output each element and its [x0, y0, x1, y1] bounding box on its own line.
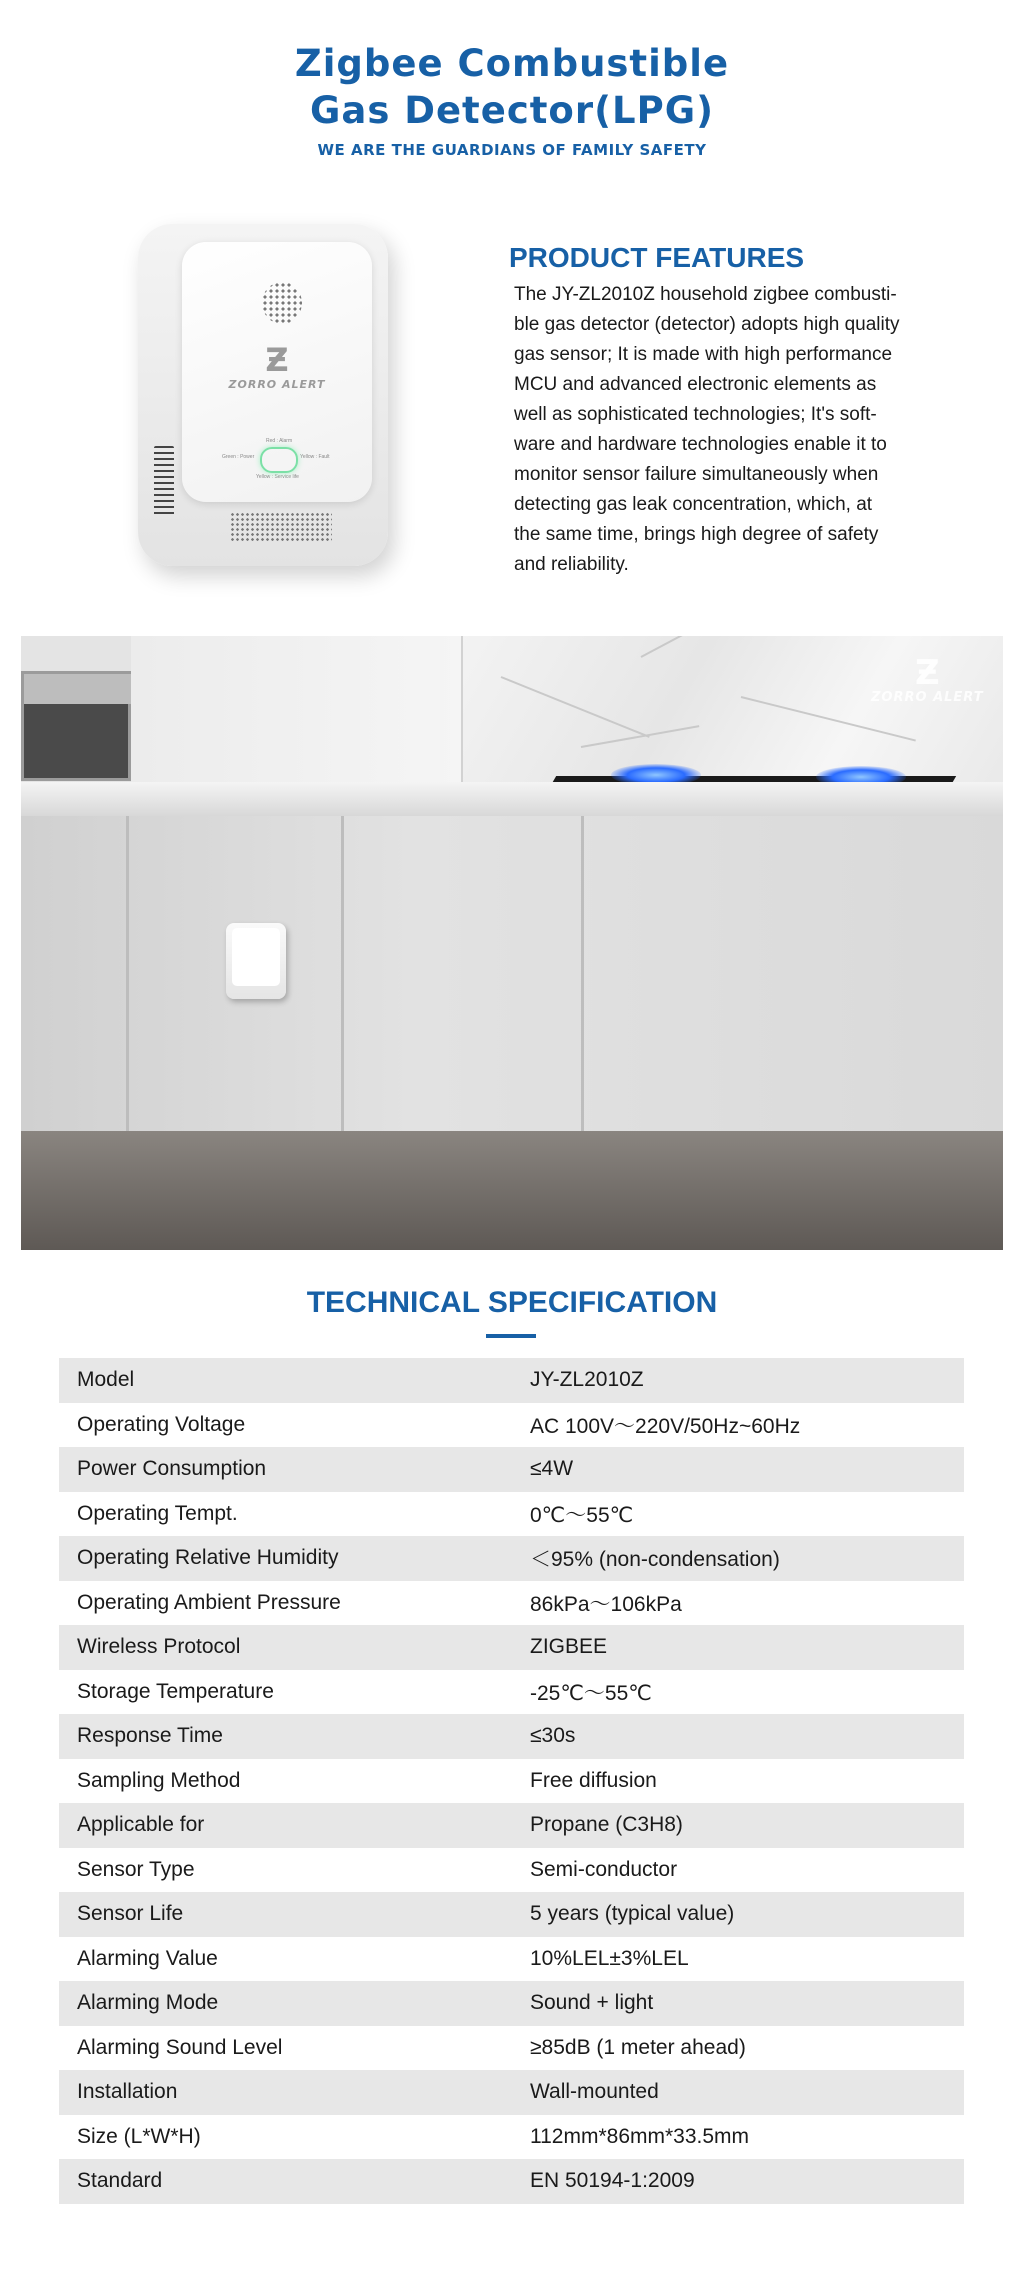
spec-key: Alarming Value: [77, 1946, 218, 1970]
spec-value: 10%LEL±3%LEL: [530, 1946, 689, 1970]
spec-key: Alarming Mode: [77, 1991, 219, 2015]
spec-title: TECHNICAL SPECIFICATION: [306, 1286, 718, 1319]
product-image: [138, 224, 388, 566]
spec-value: ≤4W: [530, 1457, 574, 1481]
spec-key: Alarming Sound Level: [77, 2035, 283, 2059]
indicator-light: [260, 447, 298, 473]
lower-cabinets: [21, 816, 1003, 1136]
spec-table: [59, 1358, 964, 2204]
spec-row: [59, 1625, 964, 1670]
features-line: the same time, brings high degree of safety: [514, 524, 879, 545]
spec-key: Response Time: [77, 1724, 223, 1748]
spec-row: [59, 2070, 964, 2115]
mounted-detector: [226, 923, 286, 999]
spec-key: Operating Ambient Pressure: [77, 1590, 341, 1614]
spec-key: Standard: [77, 2169, 163, 2193]
spec-value: ZIGBEE: [530, 1635, 608, 1659]
spec-key: Power Consumption: [77, 1457, 267, 1481]
page-title: [0, 40, 1024, 134]
side-vent: [154, 446, 174, 518]
features-line: ble gas detector (detector) adopts high quality: [514, 314, 900, 335]
spec-row: [59, 1447, 964, 1492]
spec-key: Wireless Protocol: [77, 1635, 241, 1659]
countertop: [21, 782, 1003, 816]
spec-row: [59, 2026, 964, 2071]
cabinet-seam: [341, 816, 344, 1136]
spec-key: Model: [77, 1368, 135, 1392]
spec-value: EN 50194-1:2009: [530, 2169, 695, 2193]
oven-panel: [24, 674, 134, 704]
spec-value: 112mm*86mm*33.5mm: [530, 2124, 750, 2148]
cabinet-seam: [581, 816, 584, 1136]
title-line-2: Gas Detector(LPG): [309, 89, 714, 132]
spec-row: [59, 1536, 964, 1581]
led-label-fault: Yellow : Fault: [300, 454, 330, 460]
speaker-grille: [262, 282, 302, 324]
features-line: ware and hardware technologies enable it to: [514, 434, 887, 455]
spec-key: Sensor Type: [77, 1857, 195, 1881]
spec-value: -25℃～55℃: [530, 1681, 652, 1705]
spec-row: [59, 2115, 964, 2160]
floor: [21, 1131, 1003, 1250]
upper-cabinet: [131, 636, 463, 796]
spec-row: [59, 1759, 964, 1804]
spec-key: Sampling Method: [77, 1768, 241, 1792]
spec-row: [59, 2159, 964, 2204]
spec-value: Semi-conductor: [530, 1857, 678, 1881]
spec-value: Wall-mounted: [530, 2080, 659, 2104]
device-face: [182, 242, 372, 502]
features-text: [514, 280, 944, 580]
oven: [21, 671, 131, 781]
spec-key: Storage Temperature: [77, 1679, 274, 1703]
spec-row: [59, 1358, 964, 1403]
spec-row: [59, 1981, 964, 2026]
spec-value: 0℃～55℃: [530, 1503, 634, 1527]
spec-key: Installation: [77, 2080, 178, 2104]
features-heading: PRODUCT FEATURES: [509, 242, 805, 273]
spec-row: [59, 1714, 964, 1759]
spec-row: [59, 1937, 964, 1982]
spec-row: [59, 1403, 964, 1448]
spec-value: Sound + light: [530, 1991, 654, 2015]
tagline: WE ARE THE GUARDIANS OF FAMILY SAFETY: [317, 141, 707, 159]
spec-value: 86kPa～106kPa: [530, 1592, 682, 1616]
spec-value: Propane (C3H8): [530, 1813, 683, 1837]
spec-key: Sensor Life: [77, 1902, 184, 1926]
features-line: The JY-ZL2010Z household zigbee combusti-: [514, 284, 897, 305]
features-line: monitor sensor failure simultaneously when: [514, 464, 879, 485]
features-line: well as sophisticated technologies; It's soft-: [514, 404, 877, 425]
spec-value: AC 100V～220V/50Hz~60Hz: [530, 1414, 801, 1438]
spec-key: Applicable for: [77, 1813, 205, 1837]
features-line: gas sensor; It is made with high performance: [514, 344, 893, 365]
spec-value: 5 years (typical value): [530, 1902, 735, 1926]
spec-key: Operating Relative Humidity: [77, 1546, 339, 1570]
spec-value: ≤30s: [530, 1724, 576, 1748]
spec-key: Size (L*W*H): [77, 2124, 201, 2148]
led-label-life: Yellow : Service life: [256, 474, 299, 480]
spec-row: [59, 1848, 964, 1893]
spec-title-underline: [486, 1334, 536, 1338]
spec-row: [59, 1581, 964, 1626]
spec-row: [59, 1892, 964, 1937]
product-features: [509, 242, 949, 580]
spec-value: Free diffusion: [530, 1768, 657, 1792]
led-label-green: Green : Power: [222, 454, 255, 460]
spec-value: ＜95% (non-condensation): [530, 1548, 780, 1572]
brand-name: ZORRO ALERT: [228, 378, 326, 391]
spec-row: [59, 1492, 964, 1537]
features-line: detecting gas leak concentration, which, at: [514, 494, 873, 515]
spec-row: [59, 1803, 964, 1848]
features-line: MCU and advanced electronic elements as: [514, 374, 877, 395]
spec-value: JY-ZL2010Z: [530, 1368, 644, 1392]
mounted-detector-face: [232, 928, 280, 986]
cabinet-seam: [126, 816, 129, 1136]
spec-key: Operating Tempt.: [77, 1501, 238, 1525]
features-line: and reliability.: [514, 554, 629, 575]
logo-glyph: Ƶ: [265, 341, 289, 379]
watermark-logo: [871, 653, 984, 705]
spec-row: [59, 1670, 964, 1715]
spec-value: ≥85dB (1 meter ahead): [530, 2035, 746, 2059]
page-header: [0, 40, 1024, 159]
led-label-red: Red : Alarm: [266, 438, 293, 444]
title-line-1: Zigbee Combustible: [294, 42, 730, 85]
brand-logo: [182, 342, 372, 391]
watermark-text: ZORRO ALERT: [871, 690, 984, 705]
spec-key: Operating Voltage: [77, 1412, 246, 1436]
bottom-vent: [230, 512, 332, 542]
kitchen-photo: [21, 636, 1003, 1250]
watermark-glyph: Ƶ: [914, 653, 940, 693]
